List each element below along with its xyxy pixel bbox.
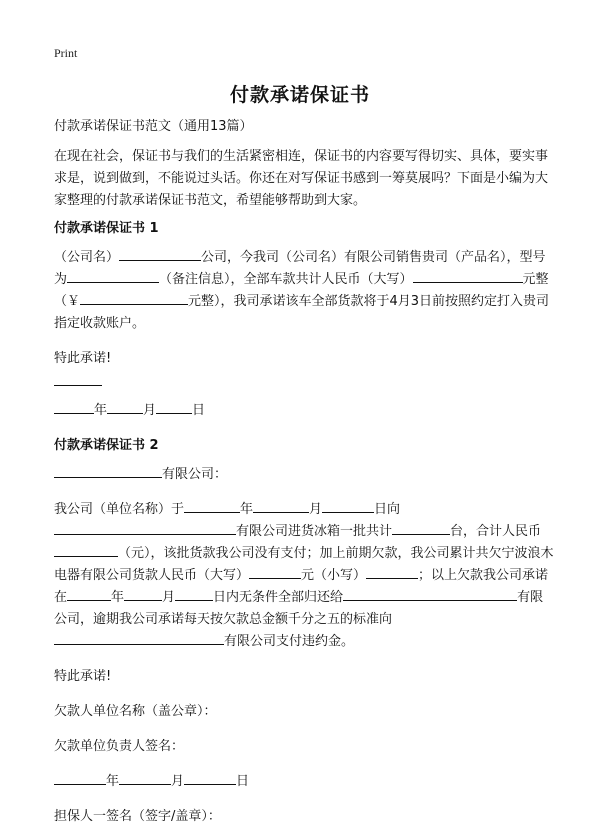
blank-year xyxy=(184,499,240,513)
blank-month xyxy=(107,400,143,414)
debtor-unit-label: 欠款人单位名称（盖公章）： xyxy=(54,704,217,719)
letter2-date: 年 月 日 xyxy=(54,771,554,793)
signature-line xyxy=(54,385,102,386)
letter2-body: 我公司（单位名称）于 年 月 日向有限公司进货冰箱一批共计 台，合计人民币（元），该批货款我公司没有支付；加上前期欠款，我公司累计共欠宁波浪木电器有限公司货款人民币（大写） 元（小写） ；以上欠款我公司承诺在 年 月 日内无条件全部归还给 有限公司，逾期我公司承诺每天按欠款总金额千分之五的标准向有限公司支付违约金。 xyxy=(54,499,554,653)
blank-amount-words xyxy=(249,565,301,579)
guarantor-label: 担保人一签名（签字/盖章）： xyxy=(54,809,221,824)
blank-year xyxy=(67,587,111,601)
blank-company-name xyxy=(119,247,201,261)
blank-day xyxy=(322,499,374,513)
blank-year xyxy=(54,771,106,785)
blank-quantity xyxy=(392,521,450,535)
blank-day xyxy=(156,400,192,414)
blank-month xyxy=(124,587,162,601)
blank-company xyxy=(54,631,224,645)
blank-month xyxy=(119,771,171,785)
document-subtitle: 付款承诺保证书范文（通用13篇） xyxy=(54,119,253,134)
blank-month xyxy=(253,499,309,513)
blank-company xyxy=(54,521,236,535)
document-body xyxy=(54,116,554,828)
letter1-body: （公司名） 公司，今我司（公司名）有限公司销售贵司（产品名），型号为 （备注信息），全部车款共计人民币（大写） 元整（￥ 元整），我司承诺该车全部货款将于4月3日前按照约定打入贵司指定收款账户。 xyxy=(54,247,554,335)
blank-company xyxy=(343,587,517,601)
blank-model xyxy=(67,269,159,283)
letter1-date: 年 月 日 xyxy=(54,400,554,422)
letter2-addressee: 有限公司： xyxy=(54,464,554,486)
blank-company xyxy=(54,464,162,478)
blank-day xyxy=(184,771,236,785)
blank-year xyxy=(54,400,94,414)
letter1-heading: 付款承诺保证书 1 xyxy=(54,221,159,236)
letter2-closing: 特此承诺! xyxy=(54,669,112,684)
letter2-heading: 付款承诺保证书 2 xyxy=(54,438,159,453)
blank-amount xyxy=(54,543,118,557)
debtor-head-label: 欠款单位负责人签名： xyxy=(54,739,185,754)
letter1-closing: 特此承诺! xyxy=(54,351,112,366)
blank-amount-number xyxy=(366,565,418,579)
intro-paragraph: 在现在社会，保证书与我们的生活紧密相连，保证书的内容要写得切实、具体，要实事求是，说到做到，不能说过头话。你还在对写保证书感到一筹莫展吗？下面是小编为大家整理的付款承诺保证书范文，希望能够帮助到大家。 xyxy=(54,149,549,208)
blank-day xyxy=(175,587,213,601)
blank-amount-words xyxy=(413,269,523,283)
print-link[interactable]: Print xyxy=(54,46,78,60)
blank-amount-number xyxy=(80,291,188,305)
page-title: 付款承诺保证书 xyxy=(229,84,370,106)
